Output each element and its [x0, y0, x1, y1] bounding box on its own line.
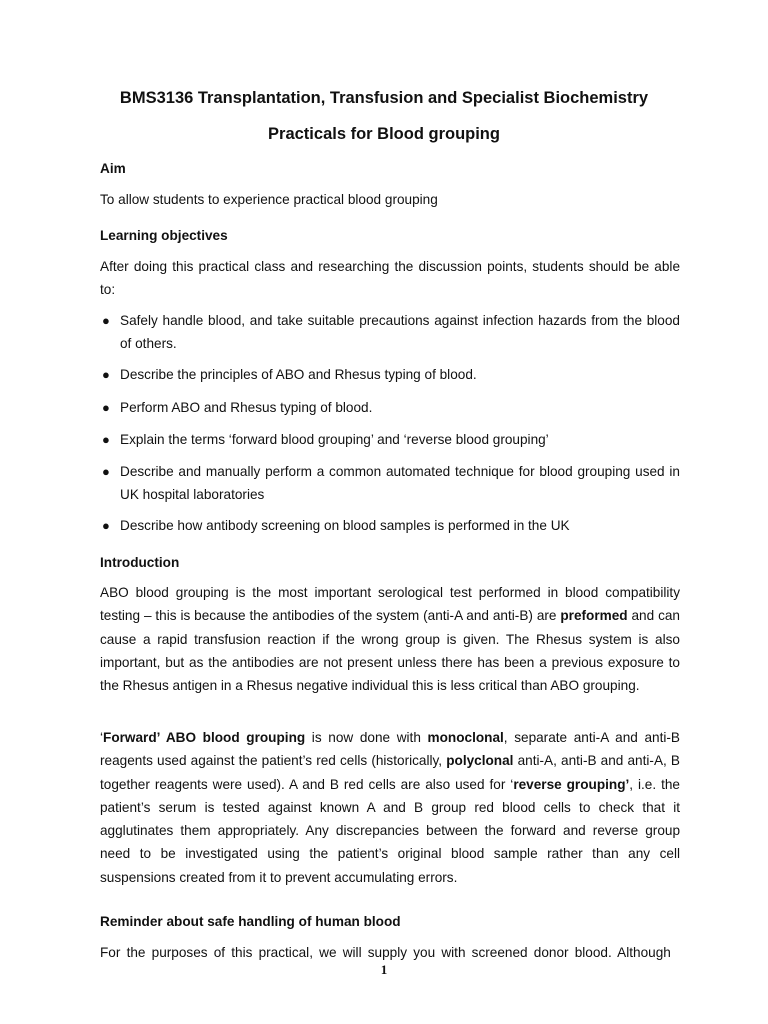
learning-objectives-intro: After doing this practical class and researching the discussion points, students should be able to:	[100, 259, 680, 298]
introduction-paragraph-1: ABO blood grouping is the most important serological test performed in blood compatibility testing – this is because the antibodies of the system (anti-A and anti-B) are preformed and can cause a rapid transfusion reaction if the wrong group is given. The Rhesus system is also important, but as the antibodies are not present unless there has been a previous exposure to the Rhesus antigen in a Rhesus negative individual this is less critical than ABO grouping.	[100, 585, 680, 694]
list-item: ● Describe the principles of ABO and Rhesus typing of blood.	[100, 363, 680, 386]
list-item: ● Describe and manually perform a common automated technique for blood grouping used in UK hospital laboratories	[100, 460, 680, 507]
bullet-icon: ●	[102, 518, 110, 533]
page-number: 1	[380, 962, 388, 977]
bullet-icon: ●	[102, 464, 110, 479]
introduction-heading: Introduction	[100, 555, 180, 570]
list-item: ● Describe how antibody screening on blood samples is performed in the UK	[100, 514, 680, 537]
bullet-icon: ●	[102, 313, 110, 328]
document-subtitle: Practicals for Blood grouping	[268, 125, 500, 143]
list-item: ● Perform ABO and Rhesus typing of blood.	[100, 396, 680, 419]
introduction-paragraph-2: ‘Forward’ ABO blood grouping is now done with monoclonal, separate anti-A and anti-B reagents used against the patient’s red cells (historically, polyclonal anti-A, anti-B and anti-A, B together reagents were used). A and B red cells are also used for ‘reverse grouping’, i.e. the patient’s serum is tested against known A and B group red blood cells to check that it agglutinates them appropriately. Any discrepancies between the forward and reverse group need to be investigated using the patient’s original blood sample rather than any cell suspensions created from it to prevent accumulating errors.	[100, 730, 680, 885]
list-item: ● Explain the terms ‘forward blood grouping’ and ‘reverse blood grouping’	[100, 428, 680, 451]
bullet-icon: ●	[102, 432, 110, 447]
list-item: ● Safely handle blood, and take suitable precautions against infection hazards from the blood of others.	[100, 309, 680, 356]
bullet-icon: ●	[102, 367, 110, 382]
bullet-icon: ●	[102, 400, 110, 415]
document-title: BMS3136 Transplantation, Transfusion and Specialist Biochemistry	[119, 89, 649, 107]
aim-text: To allow students to experience practical blood grouping	[100, 192, 438, 207]
aim-heading: Aim	[100, 161, 126, 176]
safe-handling-text: For the purposes of this practical, we will supply you with screened donor blood. Although	[100, 945, 671, 960]
learning-objectives-heading: Learning objectives	[100, 228, 228, 243]
safe-handling-heading: Reminder about safe handling of human blood	[100, 914, 401, 929]
